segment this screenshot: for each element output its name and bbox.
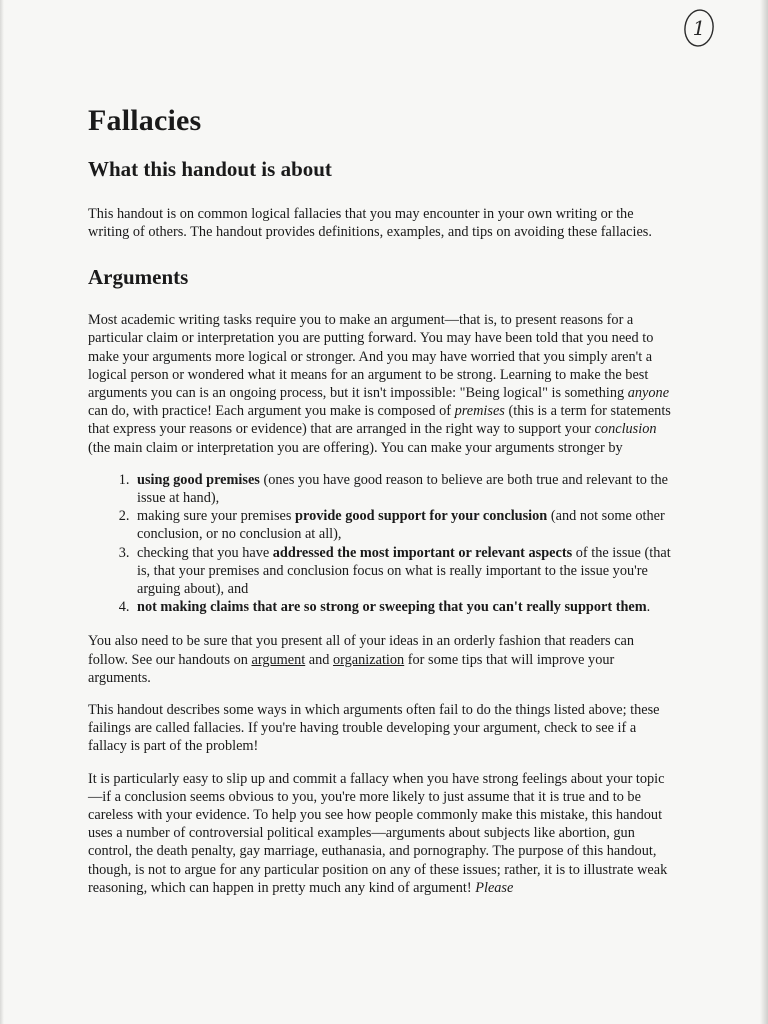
emphasis-anyone: anyone [627,385,670,401]
list-item: 3. checking that you have addressed the most important or relevant aspects of the issue (that is, that your premises and conclusion focus on what is really important to the issue you're arguing about), and [133,544,676,599]
scan-edge-right [760,0,768,1024]
about-paragraph: This handout is on common logical fallacies that you may encounter in your own writing or the writing of others. The handout provides definitions, examples, and tips on avoiding these fallacies. [88,205,652,240]
page-title: Fallacies [88,104,202,137]
arguments-paragraph-4: It is particularly easy to slip up and commit a fallacy when you have strong feelings about your topic—if a conclusion seems obvious to you, you're more likely to just assume that it is true and to be careless with your evidence. To help you see how people commonly make this mistake, this handout uses a number of controversial political examples—arguments about subjects like abortion, gun control, the death penalty, gay marriage, euthanasia, and pornography. The purpose of this handout, though, is not to argue for any particular position on any of these issues; rather, it is to illustrate weak reasoning, which can happen in pretty much any kind of argument! Please [88,770,668,896]
section-heading-arguments: Arguments [88,265,189,290]
handwritten-page-number [680,6,718,50]
argument-link[interactable]: argument [251,651,306,668]
list-item: 1. using good premises (ones you have good reason to believe are both true and relevant to the issue at hand), [133,471,676,507]
arguments-paragraph-1: Most academic writing tasks require you to make an argument—that is, to present reasons for a particular claim or interpretation you are putting forward. You may have been told that you need to make your arguments more logical or stronger. And you may have worried that you simply aren't a logical person or wondered what it means for an argument to be strong. Learning to make the best arguments you can is an ongoing process, but it isn't impossible: "Being logical" is something anyone can do, with practice! Each argument you make is composed of premises (this is a term for statements that express your reasons or evidence) that are arranged in the right way to support your conclusion (the main claim or interpretation you are offering). You can make your arguments stronger by [88,312,671,456]
organization-link[interactable]: organization [333,651,405,668]
arguments-paragraph-3: This handout describes some ways in which arguments often fail to do the things listed above; these failings are called fallacies. If you're having trouble developing your argument, check to see if a fallacy is part of the problem! [88,702,660,755]
argument-tips-list [88,471,676,617]
arguments-paragraph-2: You also need to be sure that you present all of your ideas in an orderly fashion that readers can follow. See our handouts on argument and organization for some tips that will improve your arguments. [88,633,635,686]
list-item: 2. making sure your premises provide good support for your conclusion (and not some other conclusion, or no conclusion at all), [133,507,676,543]
section-heading-about: What this handout is about [88,156,332,181]
emphasis-conclusion: conclusion [594,421,657,438]
handout-content [88,104,676,911]
scan-edge-left [0,0,4,1024]
list-item: 4. not making claims that are so strong or sweeping that you can't really support them. [133,598,676,616]
emphasis-please: Please [475,879,514,896]
svg-text:1: 1 [692,16,706,40]
emphasis-premises: premises [454,403,505,420]
